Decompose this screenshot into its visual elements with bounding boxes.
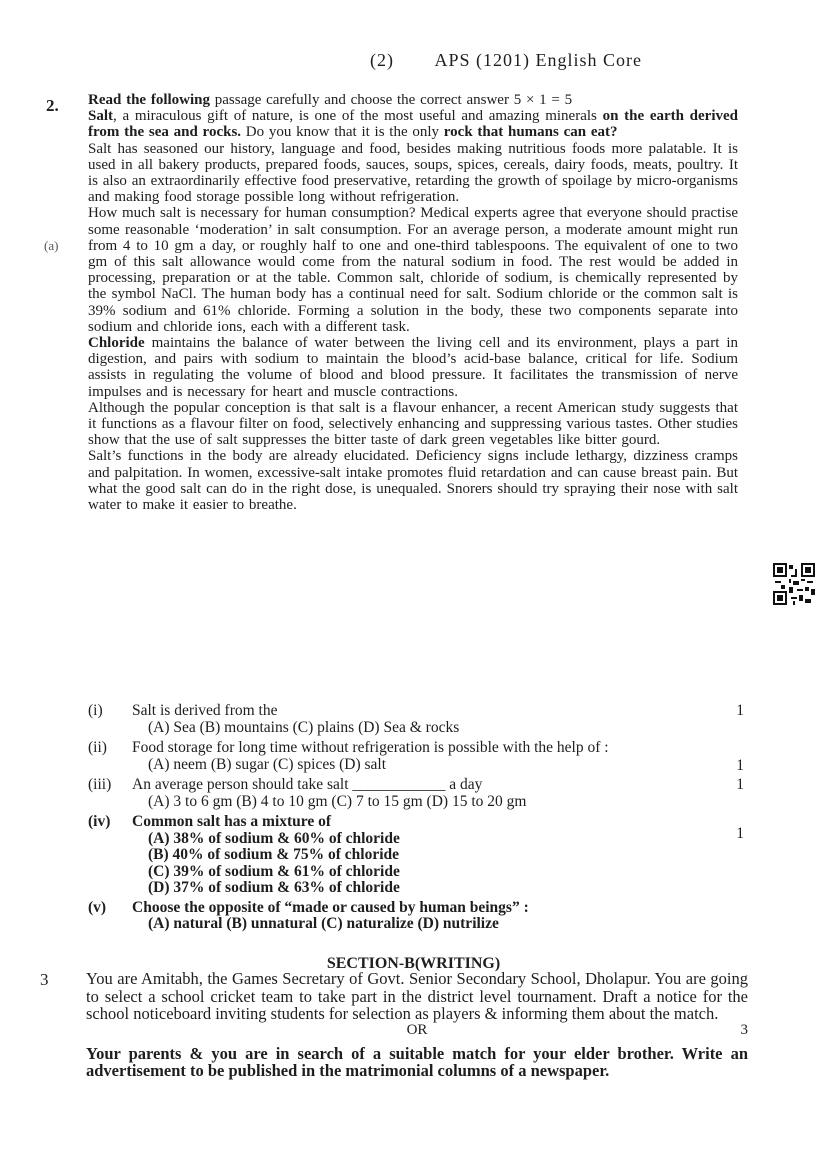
question-3-text: You are Amitabh, the Games Secretary of Govt. Senior Secondary School, Dholapur. You are going to select a school cricket team to take part in the district level tournament. Draft a notice for the school noticeboard inviting students for selection as players & informing them about the match. [86,969,748,1023]
or-divider: OR 3 [406,1021,748,1038]
question-text: Choose the opposite of “made or caused by human beings” : [132,898,529,916]
page-header [370,50,642,71]
passage [88,92,738,513]
question-iv: (iv) Common salt has a mixture of 1 (A) 38% of sodium & 60% of chloride (B) 40% of sodium & 75% of chloride (C) 39% of sodium & 61% of chloride (D) 37% of sodium & 63% of chloride [88,813,744,896]
passage-paragraph-1: Salt, a miraculous gift of nature, is one of the most useful and amazing minerals on the earth derived from the sea and rocks. Do you know that it is the only rock that humans can eat? [88,108,738,141]
passage-paragraph-6: Salt’s functions in the body are already elucidated. Deficiency signs include lethargy, dizziness cramps and palpitation. In women, excessive-salt intake promotes fluid retardation and can cause breast pain. But what the good salt can do in the right dose, is unequaled. Snorers should try spraying their nose with salt water to make it easier to breathe. [88,448,738,514]
question-ii: (ii) Food storage for long time without refrigeration is possible with the help of : 1 (A) neem (B) sugar (C) spices (D) salt [88,739,744,774]
paper-code: APS (1201) English Core [434,50,643,70]
question-2-instruction: Read the following passage carefully and choose the correct answer 5 × 1 = 5 [88,92,573,108]
marks: 3 [740,1021,748,1038]
option-c: (C) 39% of sodium & 61% of chloride [148,862,400,880]
passage-paragraph-4: Chloride maintains the balance of water between the living cell and its environment, plays a part in digestion, and pairs with sodium to maintain the blood’s acid-base balance, critical for life. Sodium assists in regulating the volume of blood and blood pressure. It facilitates the transmission of nerve impulses and is necessary for heart and muscle contractions. [88,335,738,400]
option-d: (D) 37% of sodium & 63% of chloride [148,879,400,896]
marks: 1 [736,757,744,774]
mcq-list [88,703,744,933]
section-heading: SECTION-B(WRITING) [326,955,501,972]
question-iii: (iii) An average person should take salt ____________ a day 1 (A) 3 to 6 gm (B) 4 to 10 gm (C) 7 to 15 gm (D) 15 to 20 gm [88,776,744,810]
question-3-alternative: Your parents & you are in search of a suitable match for your elder brother. Write an advertisement to be published in the matrimonial columns of a newspaper. [86,1043,748,1080]
question-text: Salt is derived from the [132,702,278,719]
marks: 1 [736,825,744,842]
question-options: (A) Sea (B) mountains (C) plains (D) Sea & rocks [148,718,460,736]
passage-paragraph-2: Salt has seasoned our history, language and food, besides making nutritious foods more palatable. It is used in all bakery products, prepared foods, sauces, soups, spices, cereals, dairy foods, meats, poultry. It is also an extraordinarily effective food preservative, retarding the growth of spoilage by micro-organisms and making food storage possible long without refrigeration. [88,140,738,206]
question-options: (A) natural (B) unnatural (C) naturalize (D) nutrilize [148,915,499,932]
question-v: (v) Choose the opposite of “made or caused by human beings” : (A) natural (B) unnatural (C) naturalize (D) nutrilize [88,900,744,933]
question-options: (A) neem (B) sugar (C) spices (D) salt [148,755,387,773]
margin-annotation: (a) [44,238,59,253]
question-text: Common salt has a mixture of [132,813,332,830]
question-3-number: 3 [40,970,49,989]
page-number: (2) [370,50,394,70]
question-text: Food storage for long time without refrigeration is possible with the help of : [132,739,609,756]
question-2-number: 2. [46,96,59,115]
question-text: An average person should take salt ____________ a day [132,776,483,793]
option-b: (B) 40% of sodium & 75% of chloride [148,846,400,863]
marks: 1 [736,702,744,719]
passage-paragraph-3: How much salt is necessary for human consumption? Medical experts agree that everyone should practise some reasonable ‘moderation’ in salt consumption. For an average person, a moderate amount might run from 4 to 10 gm a day, or roughly half to one and one-third tablespoons. The equivalent of one to two gm of this salt allowance would come from the natural sodium in food. The rest would be added in processing, preparation or at the table. Common salt, chloride of sodium, is chemically represented by the symbol NaCl. The human body has a continual need for salt. Sodium chloride or the common salt is 39% sodium and 61% chloride. Forming a solution in the body, these two components separate into sodium and chloride ions, each with a different task. [88,205,738,335]
passage-paragraph-5: Although the popular conception is that salt is a flavour enhancer, a recent American study suggests that it functions as a flavour filter on food, selectively enhancing and suppressing various tastes. Other studies show that the use of salt suppresses the bitter taste of dark green vegetables like bitter gourd. [88,399,738,449]
marks: 1 [736,776,744,793]
qr-code-icon [773,563,815,605]
option-a: (A) 38% of sodium & 60% of chloride [148,829,400,847]
question-i: (i) Salt is derived from the 1 (A) Sea (B) mountains (C) plains (D) Sea & rocks [88,702,744,736]
question-options: (A) 3 to 6 gm (B) 4 to 10 gm (C) 7 to 15 gm (D) 15 to 20 gm [148,792,527,810]
question-3 [86,970,748,1080]
